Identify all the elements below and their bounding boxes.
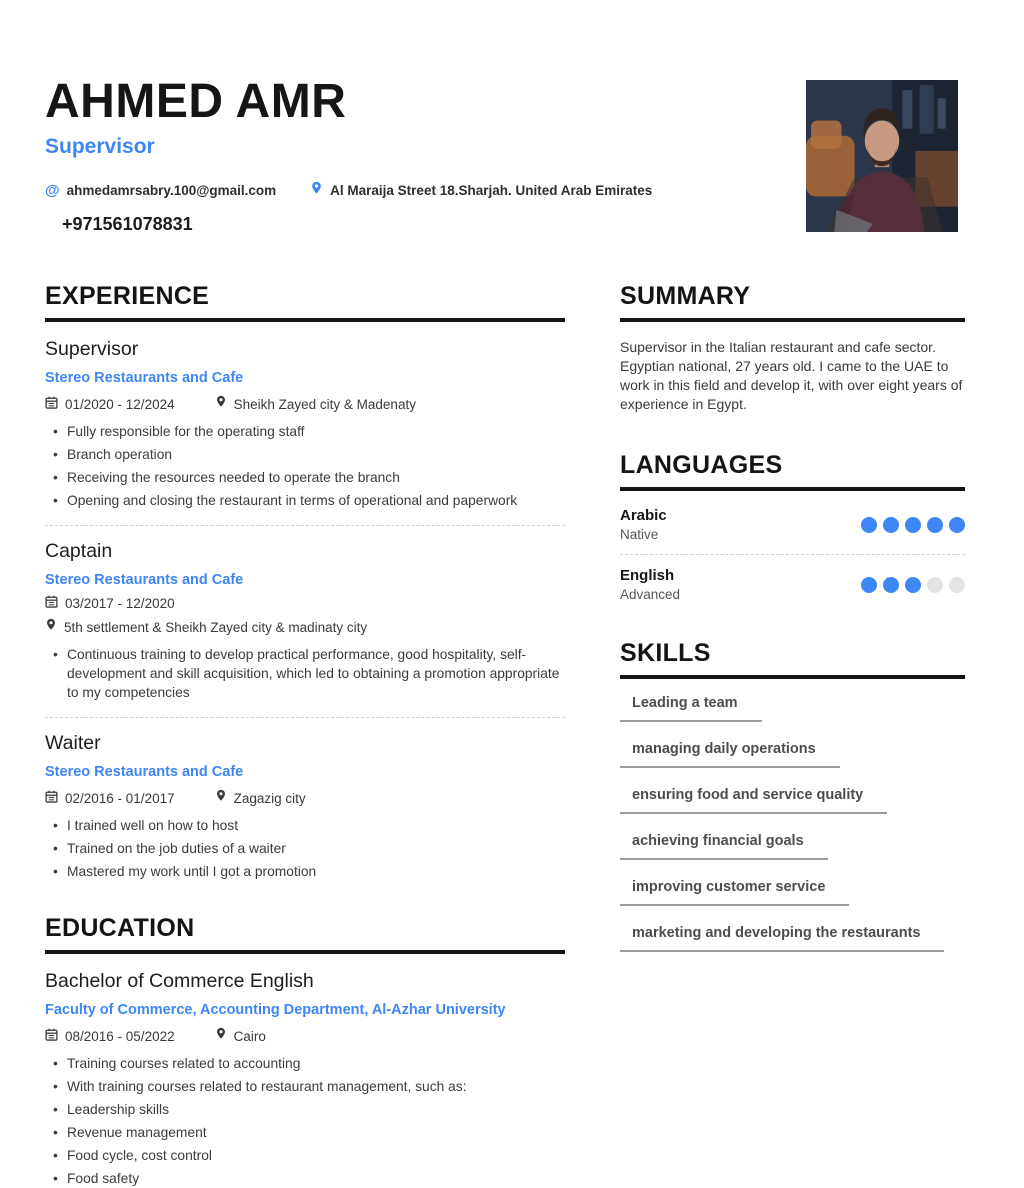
bullet: • Revenue management <box>45 1123 565 1142</box>
education-heading: EDUCATION <box>45 914 565 954</box>
summary-section <box>620 282 965 414</box>
languages-section <box>620 451 965 602</box>
skill-item: achieving financial goals <box>620 833 828 860</box>
education-entry <box>45 970 565 1188</box>
location-pin-icon <box>45 618 57 636</box>
entry-divider <box>45 525 565 526</box>
location-pin-icon <box>310 181 323 200</box>
skills-section <box>620 639 965 952</box>
entry-bullets <box>45 422 565 510</box>
language-proficiency-dots <box>861 577 965 593</box>
location-pin-icon <box>215 395 227 413</box>
language-row <box>620 507 965 542</box>
school-name: Faculty of Commerce, Accounting Department, Al-Azhar University <box>45 1002 506 1018</box>
entry-company: Stereo Restaurants and Cafe <box>45 764 244 780</box>
bullet: • Branch operation <box>45 445 565 464</box>
left-column <box>45 282 565 1188</box>
experience-heading: EXPERIENCE <box>45 282 565 322</box>
experience-section <box>45 282 565 881</box>
bullet: • Food safety <box>45 1169 565 1188</box>
summary-text: Supervisor in the Italian restaurant and cafe sector. Egyptian national, 27 years old. I came to the UAE to work in this field and develop it, with over eight years of experience in Egypt. <box>620 339 963 412</box>
entry-bullets <box>45 1054 565 1188</box>
skill-item: improving customer service <box>620 879 849 906</box>
person-name: AHMED AMR <box>45 75 347 128</box>
column-gap <box>565 282 620 1188</box>
bullet: • Food cycle, cost control <box>45 1146 565 1165</box>
content-columns <box>45 282 965 1188</box>
language-text <box>620 507 667 542</box>
bullet: • Continuous training to develop practical performance, good hospitality, self-development and skill acquisition, which led to obtaining a promotion appropriate to my competencies <box>45 645 565 702</box>
experience-entry <box>45 540 565 702</box>
bullet: • Receiving the resources needed to operate the branch <box>45 468 565 487</box>
location-pin-icon <box>215 1027 227 1045</box>
calendar-icon <box>45 396 58 412</box>
entry-bullets <box>45 816 565 881</box>
email-text: ahmedamrsabry.100@gmail.com <box>66 183 277 198</box>
entry-dates: 02/2016 - 01/2017 <box>45 790 175 806</box>
skills-heading: SKILLS <box>620 639 965 679</box>
calendar-icon <box>45 790 58 806</box>
entry-title: Captain <box>45 540 113 562</box>
experience-entry <box>45 732 565 881</box>
calendar-icon <box>45 1028 58 1044</box>
language-level: Native <box>620 527 659 542</box>
entry-location: Sheikh Zayed city & Madenaty <box>215 395 416 413</box>
entry-location: Cairo <box>215 1027 266 1045</box>
phone-number: +971561078831 <box>62 214 193 234</box>
at-icon: @ <box>45 182 60 199</box>
education-section <box>45 914 565 1188</box>
skill-item: ensuring food and service quality <box>620 787 887 814</box>
person-job-title: Supervisor <box>45 135 155 158</box>
bullet: • Trained on the job duties of a waiter <box>45 839 565 858</box>
language-level: Advanced <box>620 587 681 602</box>
bullet: • I trained well on how to host <box>45 816 565 835</box>
language-text <box>620 567 680 602</box>
entry-location: Zagazig city <box>215 789 306 807</box>
skill-item: Leading a team <box>620 695 762 722</box>
entry-meta <box>45 789 565 807</box>
entry-company: Stereo Restaurants and Cafe <box>45 370 244 386</box>
calendar-icon <box>45 595 58 611</box>
entry-location: 5th settlement & Sheikh Zayed city & madinaty city <box>45 618 367 636</box>
degree-title: Bachelor of Commerce English <box>45 970 314 992</box>
entry-meta <box>45 1027 565 1045</box>
entry-dates: 08/2016 - 05/2022 <box>45 1028 175 1044</box>
language-divider <box>620 554 965 555</box>
bullet: • Training courses related to accounting <box>45 1054 565 1073</box>
language-name: English <box>620 567 675 584</box>
entry-dates: 03/2017 - 12/2020 <box>45 595 175 611</box>
header <box>45 75 965 235</box>
location-pin-icon <box>215 789 227 807</box>
bullet: • Opening and closing the restaurant in terms of operational and paperwork <box>45 491 565 510</box>
skill-item: managing daily operations <box>620 741 840 768</box>
address-text: Al Maraija Street 18.Sharjah. United Arab Emirates <box>330 183 653 198</box>
entry-bullets <box>45 645 565 702</box>
skill-item: marketing and developing the restaurants <box>620 925 944 952</box>
entry-title: Supervisor <box>45 338 139 360</box>
language-proficiency-dots <box>861 517 965 533</box>
entry-title: Waiter <box>45 732 101 754</box>
entry-meta <box>45 595 565 611</box>
entry-divider <box>45 717 565 718</box>
language-name: Arabic <box>620 507 667 524</box>
email-contact <box>45 182 276 199</box>
entry-dates: 01/2020 - 12/2024 <box>45 396 175 412</box>
bullet: • Fully responsible for the operating staff <box>45 422 565 441</box>
entry-company: Stereo Restaurants and Cafe <box>45 572 244 588</box>
languages-heading: LANGUAGES <box>620 451 965 491</box>
entry-meta <box>45 395 565 413</box>
entry-meta <box>45 618 565 636</box>
bullet: • With training courses related to restaurant management, such as: <box>45 1077 565 1096</box>
summary-heading: SUMMARY <box>620 282 965 322</box>
address-contact <box>310 181 652 200</box>
right-column <box>620 282 965 1188</box>
avatar <box>806 80 958 232</box>
bullet: • Mastered my work until I got a promotion <box>45 862 565 881</box>
experience-entry <box>45 338 565 510</box>
bullet: • Leadership skills <box>45 1100 565 1119</box>
language-row <box>620 567 965 602</box>
